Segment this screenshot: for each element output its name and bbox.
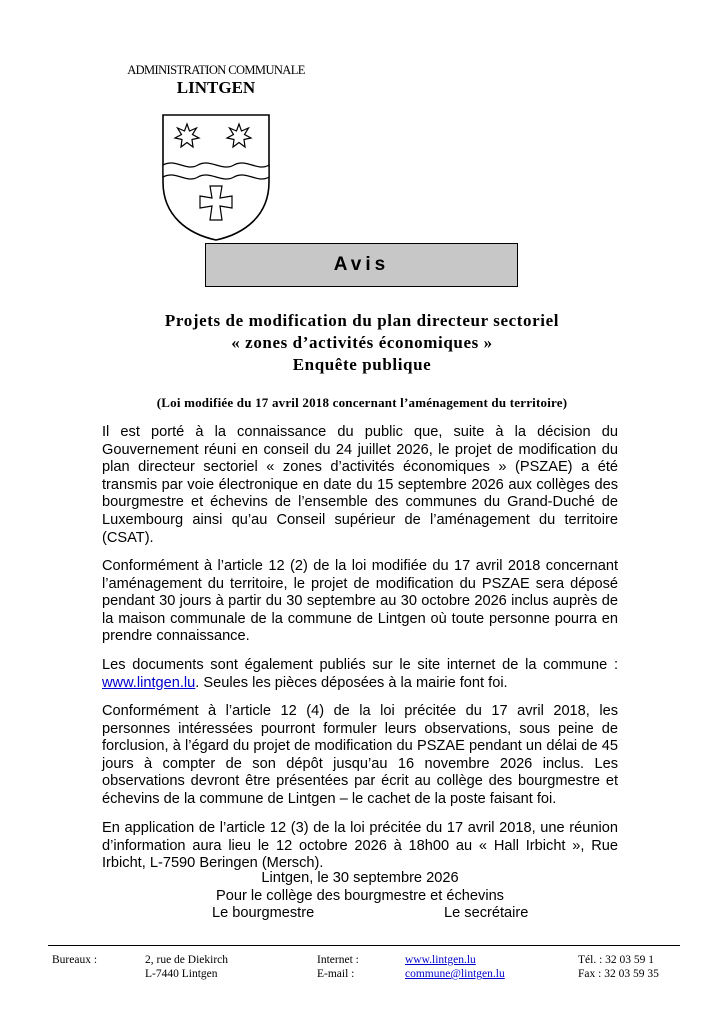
- footer-email-label: E-mail :: [317, 968, 355, 980]
- footer-offices-label: Bureaux :: [52, 954, 98, 966]
- signature-mayor: Le bourgmestre: [212, 905, 315, 921]
- paragraph-information-meeting: En application de l’article 12 (3) de la loi précitée du 17 avril 2018, une réunion d’information aura lieu le 12 octobre 2026 à 18h00 au « Hall Irbicht », Rue Irbicht, L-7590 Beringen (Mersch).: [102, 820, 618, 872]
- paragraph-deposit: Conformément à l’article 12 (2) de la loi modifiée du 17 avril 2018 concernant l’aménagement du territoire, le projet de modification du PSZAE sera déposé pendant 30 jours à partir du 30 septembre au 30 octobre 2026 inclus auprès de la maison communale de la commune de Lintgen où toute personne pourra en prendre connaissance.: [102, 558, 618, 645]
- paragraph-documents-text-end: . Seules les pièces déposées à la mairie font foi.: [195, 674, 508, 691]
- legal-reference: (Loi modifiée du 17 avril 2018 concernant l’aménagement du territoire): [156, 395, 568, 410]
- title-line-1: Projets de modification du plan directeur sectoriel: [164, 311, 560, 330]
- commune-name: LINTGEN: [176, 78, 256, 97]
- footer-email-link[interactable]: commune@lintgen.lu: [405, 968, 505, 980]
- title-line-2: « zones d’activités économiques »: [231, 333, 493, 352]
- paragraph-documents-text: Les documents sont également publiés sur le site internet de la commune :: [102, 657, 618, 673]
- signature-college: Pour le collège des bourgmestre et échevins: [216, 888, 504, 904]
- footer-fax: Fax : 32 03 59 35: [578, 968, 659, 980]
- avis-banner: [205, 243, 518, 287]
- avis-label: Avis: [333, 254, 390, 275]
- website-link[interactable]: www.lintgen.lu: [102, 674, 196, 691]
- administration-heading: ADMINISTRATION COMMUNALE: [127, 63, 305, 77]
- footer-street: 2, rue de Diekirch: [145, 954, 229, 966]
- coat-of-arms-icon: [160, 112, 272, 242]
- footer-postal: L-7440 Lintgen: [145, 968, 218, 980]
- title-line-3: Enquête publique: [292, 355, 432, 374]
- footer-email-cell: [405, 967, 505, 981]
- signature-place-date: Lintgen, le 30 septembre 2026: [261, 870, 459, 886]
- document-title: [60, 310, 664, 376]
- footer-website-link[interactable]: www.lintgen.lu: [405, 954, 476, 966]
- footer-divider: [48, 945, 680, 946]
- paragraph-decision: Il est porté à la connaissance du public que, suite à la décision du Gouvernement réuni en conseil du 24 juillet 2026, le projet de modification du plan directeur sectoriel « zones d’activités économiques » (PSZAE) a été transmis par voie électronique en date du 15 septembre 2026 aux collèges des bourgmestre et échevins de l’ensemble des communes du Grand-Duché de Luxembourg ainsi qu’au Conseil supérieur de l’aménagement du territoire (CSAT).: [102, 424, 618, 546]
- paragraph-observations: Conformément à l’article 12 (4) de la loi précitée du 17 avril 2018, les personnes intéressées pourront formuler leurs observations, sous peine de forclusion, à l’égard du projet de modification du PSZAE pendant un délai de 45 jours à compter de son dépôt jusqu’au 16 novembre 2026 inclus. Les observations devront être présentées par écrit au collège des bourgmestre et échevins de la commune de Lintgen – le cachet de la poste faisant foi.: [102, 703, 618, 807]
- footer-phone: Tél. : 32 03 59 1: [578, 954, 655, 966]
- footer-internet-label: Internet :: [317, 954, 359, 966]
- footer-internet-cell: [405, 953, 476, 967]
- signature-secretary: Le secrétaire: [444, 905, 529, 921]
- paragraph-documents: [102, 657, 618, 692]
